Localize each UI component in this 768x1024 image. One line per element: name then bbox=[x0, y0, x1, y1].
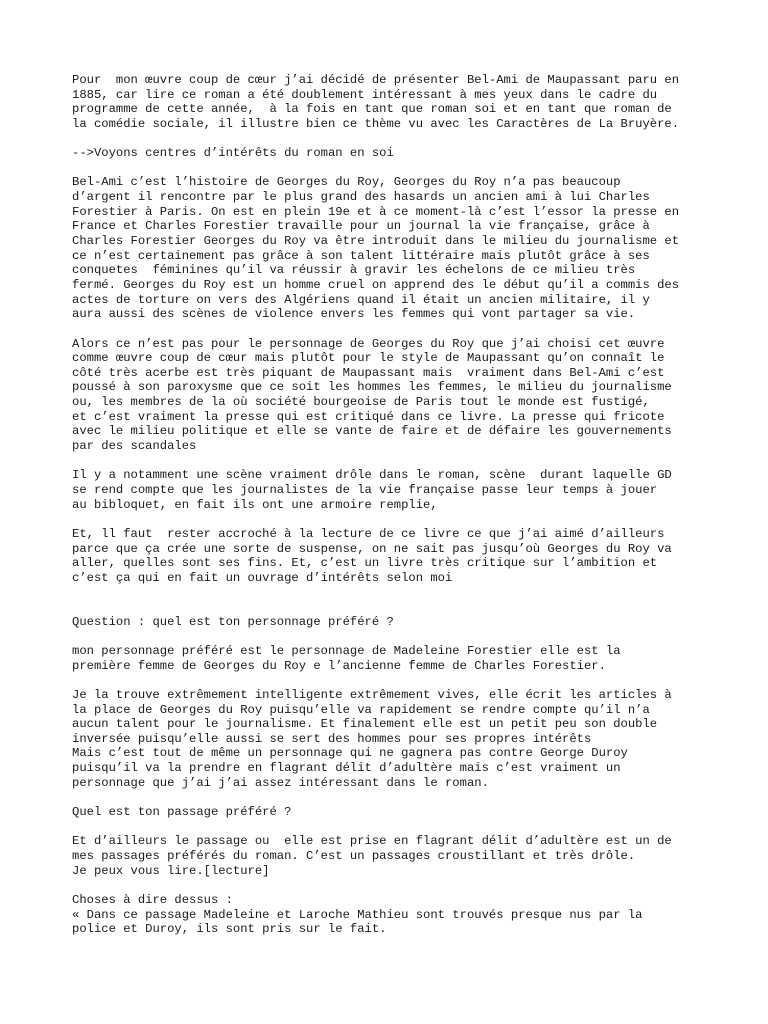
text-line: aura aussi des scènes de violence envers les femmes qui vont partager sa vie. bbox=[72, 307, 636, 322]
text-line: Je la trouve extrêmement intelligente extrêmement vives, elle écrit les articles à bbox=[72, 687, 672, 702]
text-line: ou, les membres de la où société bourgeoise de Paris tout le monde est fustigé, bbox=[72, 395, 650, 410]
text-line: avec le milieu politique et elle se vante de faire et de défaire les gouvernements bbox=[72, 424, 672, 439]
text-line: Mais c’est tout de même un personnage qui ne gagnera pas contre George Duroy bbox=[72, 746, 628, 761]
text-line: fermé. Georges du Roy est un homme cruel on apprend des le début qu’il a commis des bbox=[72, 277, 680, 292]
paragraph bbox=[72, 146, 728, 161]
text-line: Quel est ton passage préféré ? bbox=[72, 805, 292, 820]
text-line: puisqu’il va la prendre en flagrant délit d’adultère mais c’est vraiment un bbox=[72, 761, 621, 776]
text-line: Choses à dire dessus : bbox=[72, 892, 233, 907]
text-line: France et Charles Forestier travaille pour un journal la vie française, grâce à bbox=[72, 219, 650, 234]
paragraph bbox=[72, 175, 728, 321]
text-line: police et Duroy, ils sont pris sur le fait. bbox=[72, 922, 387, 937]
text-line: par des scandales bbox=[72, 439, 197, 454]
text-line: se rend compte que les journalistes de la vie française passe leur temps à jouer bbox=[72, 482, 658, 497]
text-line: première femme de Georges du Roy e l’ancienne femme de Charles Forestier. bbox=[72, 658, 606, 673]
text-line: au bibloquet, en fait ils ont une armoire remplie, bbox=[72, 497, 438, 512]
text-line: poussé à son paroxysme que ce soit les hommes les femmes, le milieu du journalisme bbox=[72, 380, 672, 395]
document-body bbox=[72, 73, 728, 937]
text-line: comme œuvre coup de cœur mais plutôt pour le style de Maupassant qu’on connaît le bbox=[72, 351, 665, 366]
paragraph bbox=[72, 688, 728, 790]
text-line: personnage que j’ai j’ai assez intéressant dans le roman. bbox=[72, 775, 489, 790]
blank-line bbox=[72, 600, 728, 615]
text-line: la place de Georges du Roy puisqu’elle va rapidement se rendre compte qu’il n’a bbox=[72, 702, 650, 717]
text-line: Et, ll faut rester accroché à la lecture de ce livre ce que j’ai aimé d’ailleurs bbox=[72, 526, 665, 541]
text-line: mes passages préférés du roman. C’est un passages croustillant et très drôle. bbox=[72, 848, 636, 863]
paragraph bbox=[72, 615, 728, 630]
text-line: c’est ça qui en fait un ouvrage d’intérêts selon moi bbox=[72, 570, 453, 585]
text-line: Alors ce n’est pas pour le personnage de Georges du Roy que j’ai choisi cet œuvre bbox=[72, 336, 665, 351]
text-line: aucun talent pour le journalisme. Et finalement elle est un petit peu son double bbox=[72, 717, 658, 732]
text-line: programme de cette année, à la fois en tant que roman soi et en tant que roman de bbox=[72, 102, 672, 117]
text-line: aller, quelles sont ses fins. Et, c’est un livre très critique sur l’ambition et bbox=[72, 556, 658, 571]
paragraph bbox=[72, 468, 728, 512]
text-line: 1885, car lire ce roman a été doublement intéressant à mes yeux dans le cadre du bbox=[72, 87, 658, 102]
paragraph bbox=[72, 337, 728, 454]
text-line: Il y a notamment une scène vraiment drôle dans le roman, scène durant laquelle GD bbox=[72, 468, 672, 483]
text-line: Question : quel est ton personnage préféré ? bbox=[72, 614, 394, 629]
text-line: ce n’est certainement pas grâce à son talent littéraire mais plutôt grâce à ses bbox=[72, 248, 650, 263]
paragraph bbox=[72, 893, 728, 937]
text-line: côté très acerbe est très piquant de Maupassant mais vraiment dans Bel-Ami c’est bbox=[72, 365, 665, 380]
paragraph bbox=[72, 834, 728, 878]
text-line: Je peux vous lire.[lecture] bbox=[72, 863, 270, 878]
text-line: -->Voyons centres d’intérêts du roman en soi bbox=[72, 146, 394, 161]
text-line: d’argent il rencontre par le plus grand des hasards un ancien ami à lui Charles bbox=[72, 190, 650, 205]
text-line: mon personnage préféré est le personnage de Madeleine Forestier elle est la bbox=[72, 643, 621, 658]
paragraph bbox=[72, 73, 728, 132]
text-line: inversée puisqu’elle aussi se sert des hommes pour ses propres intérêts bbox=[72, 731, 592, 746]
paragraph bbox=[72, 527, 728, 586]
text-line: Bel-Ami c’est l’histoire de Georges du Roy, Georges du Roy n’a pas beaucoup bbox=[72, 175, 621, 190]
text-line: la comédie sociale, il illustre bien ce thème vu avec les Caractères de La Bruyère. bbox=[72, 116, 680, 131]
paragraph bbox=[72, 644, 728, 673]
text-line: Charles Forestier Georges du Roy va être introduit dans le milieu du journalisme et bbox=[72, 234, 680, 249]
text-line: actes de torture on vers des Algériens quand il était un ancien militaire, il y bbox=[72, 292, 650, 307]
text-line: « Dans ce passage Madeleine et Laroche Mathieu sont trouvés presque nus par la bbox=[72, 907, 643, 922]
text-line: Pour mon œuvre coup de cœur j’ai décidé de présenter Bel-Ami de Maupassant paru en bbox=[72, 73, 680, 87]
text-line: parce que ça crée une sorte de suspense, on ne sait pas jusqu’où Georges du Roy va bbox=[72, 541, 672, 556]
text-line: conquetes féminines qu’il va réussir à gravir les échelons de ce milieu très bbox=[72, 263, 636, 278]
text-line: et c’est vraiment la presse qui est critiqué dans ce livre. La presse qui fricote bbox=[72, 409, 665, 424]
paragraph bbox=[72, 805, 728, 820]
text-line: Forestier à Paris. On est en plein 19e et à ce moment-là c’est l’essor la presse en bbox=[72, 204, 680, 219]
text-line: Et d’ailleurs le passage ou elle est prise en flagrant délit d’adultère est un de bbox=[72, 834, 672, 849]
